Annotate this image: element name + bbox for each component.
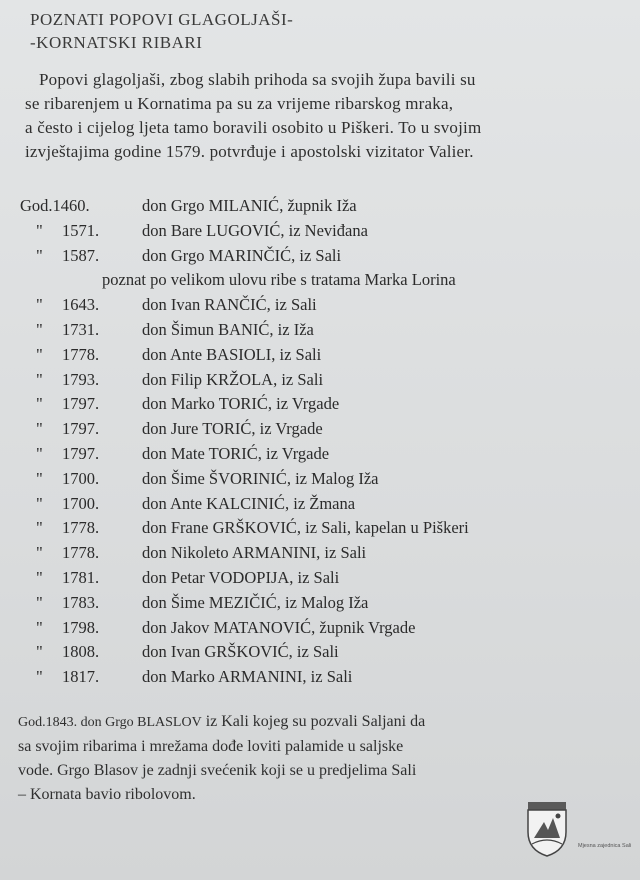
list-item — [20, 196, 630, 221]
list-item — [20, 394, 630, 419]
list-item-person: don Nikoleto ARMANINI, iz Sali — [142, 543, 367, 563]
ditto-mark: " — [36, 220, 43, 240]
list-item-year: 1700. — [62, 493, 100, 513]
ditto-mark: " — [36, 543, 43, 563]
list-item-person: don Mate TORIĆ, iz Vrgade — [142, 443, 330, 463]
emblem-caption: Mjesna zajednica Sali — [578, 843, 632, 849]
list-item-year: 1808. — [62, 642, 100, 662]
list-note-text: poznat po velikom ulovu ribe s tratama Marka Lorina — [102, 270, 456, 290]
list-item — [20, 667, 630, 692]
list-item-year: 1778. — [62, 543, 100, 563]
ditto-mark: " — [36, 592, 43, 612]
ditto-mark: " — [36, 493, 43, 513]
list-item-note — [20, 270, 630, 295]
closing-line: sa svojim ribarima i mrežama dođe loviti palamide u saljske — [18, 738, 404, 755]
list-item-year: 1781. — [62, 567, 100, 587]
list-item-person: don Petar VODOPIJA, iz Sali — [142, 567, 340, 587]
list-item — [20, 543, 630, 568]
intro-line: izvještajima godine 1579. potvrđuje i apostolski vizitator Valier. — [25, 142, 474, 161]
list-item — [20, 469, 630, 494]
list-item-person: don Šimun BANIĆ, iz Iža — [142, 319, 314, 339]
list-item — [20, 295, 630, 320]
list-item-year: 1797. — [62, 394, 100, 414]
ditto-mark: " — [36, 642, 43, 662]
list-item — [20, 618, 630, 643]
intro-line: Popovi glagoljaši, zbog slabih prihoda sa svojih župa bavili su — [39, 70, 476, 89]
ditto-mark: " — [36, 443, 43, 463]
ditto-mark: " — [36, 394, 43, 414]
ditto-mark: " — [36, 468, 43, 488]
list-item-person: don Filip KRŽOLA, iz Sali — [142, 369, 324, 389]
closing-paragraph — [18, 710, 618, 807]
list-item-person: don Šime MEZIČIĆ, iz Malog Iža — [142, 592, 369, 612]
ditto-mark: " — [36, 567, 43, 587]
title-line-2: -KORNATSKI RIBARI — [30, 33, 203, 52]
year-value: 1460. — [52, 196, 90, 215]
list-item — [20, 345, 630, 370]
list-item — [20, 494, 630, 519]
year-prefix: God. — [20, 196, 53, 215]
closing-lead: God.1843. don Grgo BLASLOV — [18, 715, 202, 730]
closing-line: vode. Grgo Blasov je zadnji svećenik koji se u predjelima Sali — [18, 762, 417, 779]
document-title — [30, 8, 293, 54]
list-item-person: don Marko TORIĆ, iz Vrgade — [142, 394, 340, 414]
list-item-year: 1797. — [62, 419, 100, 439]
list-item-person: don Bare LUGOVIĆ, iz Neviđana — [142, 220, 368, 240]
list-item-year: 1700. — [62, 468, 100, 488]
ditto-mark: " — [36, 617, 43, 637]
list-item-year — [20, 196, 90, 216]
list-item — [20, 444, 630, 469]
list-item — [20, 320, 630, 345]
title-line-1: POZNATI POPOVI GLAGOLJAŠI- — [30, 10, 294, 29]
intro-paragraph — [25, 68, 630, 164]
list-item-person: don Jakov MATANOVIĆ, župnik Vrgade — [142, 617, 416, 637]
closing-line — [18, 710, 618, 735]
ditto-mark: " — [36, 319, 43, 339]
list-item — [20, 370, 630, 395]
list-item-year: 1643. — [62, 295, 100, 315]
list-item-person: don Grgo MARINČIĆ, iz Sali — [142, 245, 342, 265]
ditto-mark: " — [36, 295, 43, 315]
ditto-mark: " — [36, 518, 43, 538]
list-item — [20, 518, 630, 543]
list-item — [20, 642, 630, 667]
priest-list — [20, 196, 630, 692]
list-item — [20, 593, 630, 618]
ditto-mark: " — [36, 344, 43, 364]
list-item-person: don Grgo MILANIĆ, župnik Iža — [142, 196, 357, 215]
list-item-year: 1731. — [62, 319, 100, 339]
list-item-person: don Frane GRŠKOVIĆ, iz Sali, kapelan u Piškeri — [142, 518, 469, 538]
list-item-year: 1797. — [62, 443, 100, 463]
coat-of-arms-icon — [522, 800, 572, 858]
intro-line: se ribarenjem u Kornatima pa su za vrijeme ribarskog mraka, — [25, 94, 454, 113]
list-item-person: don Marko ARMANINI, iz Sali — [142, 667, 353, 687]
closing-line-rest: iz Kali kojeg su pozvali Saljani da — [201, 713, 426, 730]
list-item-person: don Jure TORIĆ, iz Vrgade — [142, 419, 323, 439]
intro-line: a često i cijelog ljeta tamo boravili osobito u Piškeri. To u svojim — [25, 118, 482, 137]
list-item — [20, 221, 630, 246]
list-item-person: don Ante BASIOLI, iz Sali — [142, 344, 322, 364]
list-item-year: 1778. — [62, 344, 100, 364]
list-item-person: don Ivan GRŠKOVIĆ, iz Sali — [142, 642, 339, 662]
ditto-mark: " — [36, 245, 43, 265]
list-item-year: 1798. — [62, 617, 100, 637]
ditto-mark: " — [36, 667, 43, 687]
ditto-mark: " — [36, 369, 43, 389]
list-item — [20, 419, 630, 444]
list-item-year: 1817. — [62, 667, 100, 687]
list-item — [20, 568, 630, 593]
list-item-year: 1778. — [62, 518, 100, 538]
closing-line: – Kornata bavio ribolovom. — [18, 786, 196, 803]
list-item-year: 1587. — [62, 245, 100, 265]
list-item-year: 1793. — [62, 369, 100, 389]
list-item-person: don Šime ŠVORINIĆ, iz Malog Iža — [142, 468, 379, 488]
list-item-person: don Ivan RANČIĆ, iz Sali — [142, 295, 317, 315]
list-item — [20, 246, 630, 271]
ditto-mark: " — [36, 419, 43, 439]
list-item-person: don Ante KALCINIĆ, iz Žmana — [142, 493, 356, 513]
list-item-year: 1783. — [62, 592, 100, 612]
list-item-year: 1571. — [62, 220, 100, 240]
